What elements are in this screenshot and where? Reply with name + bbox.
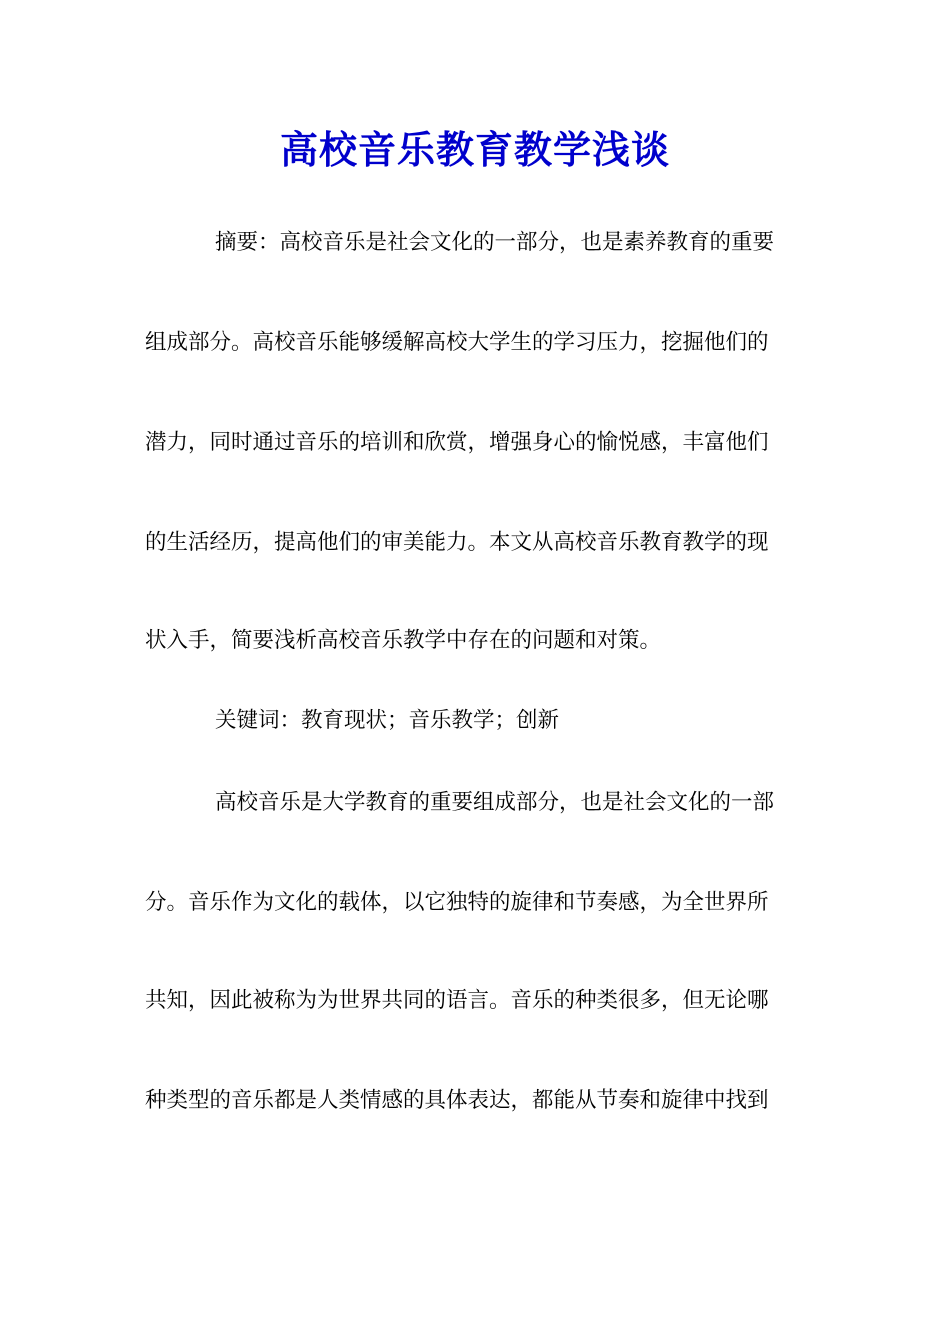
document-title: 高校音乐教育教学浅谈 (279, 127, 670, 172)
abstract-line-2: 组成部分。高校音乐能够缓解高校大学生的学习压力，挖掘他们的 (145, 330, 769, 355)
abstract-line-3: 潜力，同时通过音乐的培训和欣赏，增强身心的愉悦感，丰富他们 (145, 430, 769, 455)
keywords-line: 关键词：教育现状；音乐教学；创新 (215, 708, 560, 733)
body-line-4: 种类型的音乐都是人类情感的具体表达，都能从节奏和旋律中找到 (145, 1088, 769, 1113)
abstract-line-5: 状入手，简要浅析高校音乐教学中存在的问题和对策。 (145, 628, 662, 653)
body-line-1: 高校音乐是大学教育的重要组成部分，也是社会文化的一部 (215, 790, 775, 815)
abstract-line-1: 摘要：高校音乐是社会文化的一部分，也是素养教育的重要 (215, 230, 775, 255)
body-line-3: 共知，因此被称为为世界共同的语言。音乐的种类很多，但无论哪 (145, 988, 769, 1013)
body-line-2: 分。音乐作为文化的载体，以它独特的旋律和节奏感，为全世界所 (145, 890, 769, 915)
abstract-line-4: 的生活经历，提高他们的审美能力。本文从高校音乐教育教学的现 (145, 530, 769, 555)
